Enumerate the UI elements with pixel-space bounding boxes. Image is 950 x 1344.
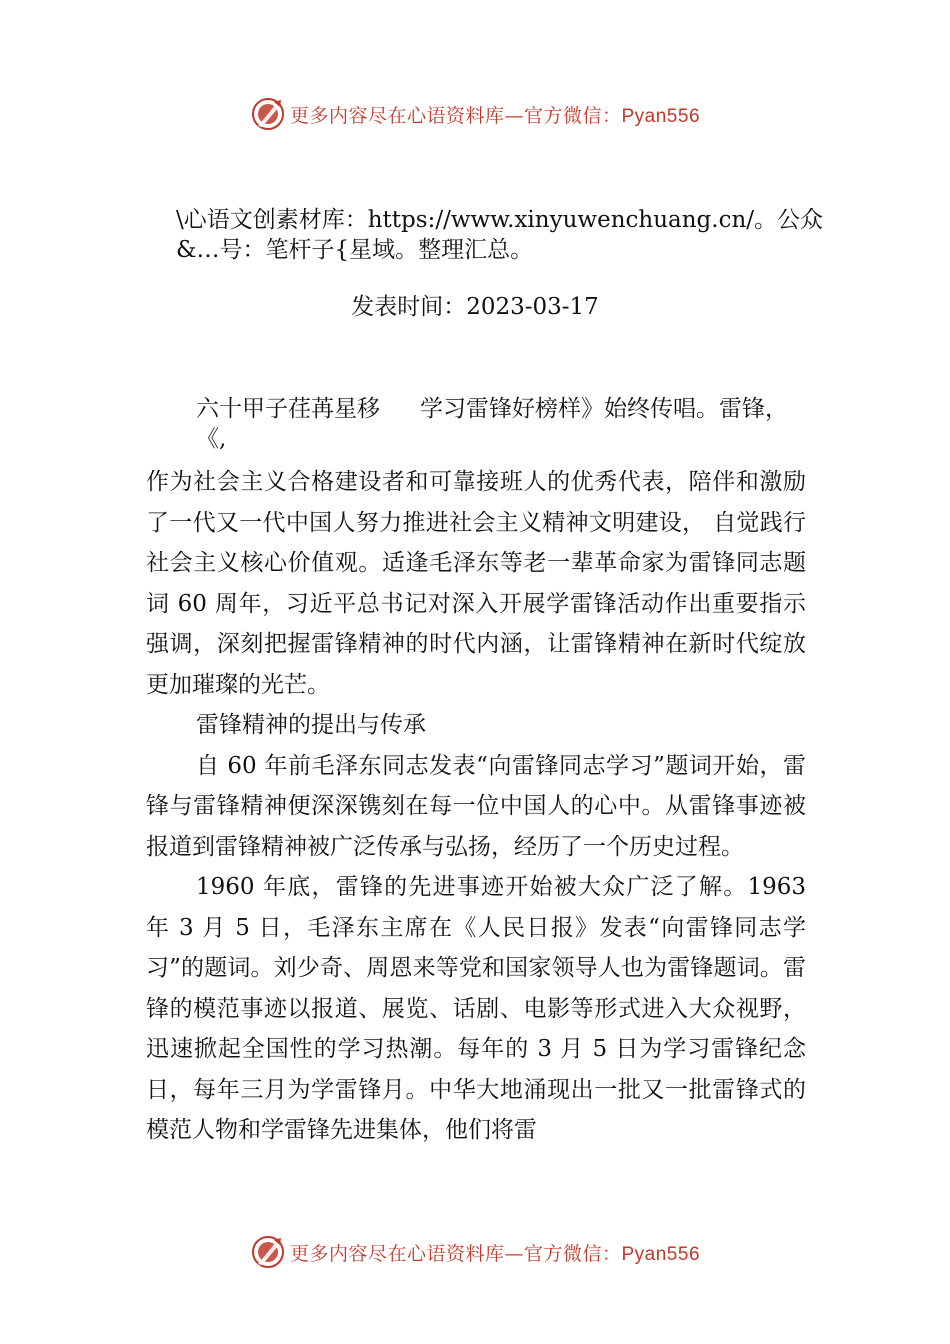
watermark-separator: — <box>504 1242 524 1265</box>
source-line: \心语文创素材库：https://www.xinyuwenchuang.cn/。公众&…号：笔杆子{星域。整理汇总。 <box>176 207 824 263</box>
section-heading: 雷锋精神的提出与传承 <box>196 712 426 738</box>
watermark-wechat-label: 官方微信： <box>523 104 622 127</box>
publish-date: 发表时间：2023-03-17 <box>351 294 599 320</box>
watermark-banner-bottom <box>0 1232 950 1272</box>
watermark-wechat-id: Pyan556 <box>621 1243 701 1265</box>
quill-circle-logo-icon <box>250 96 286 132</box>
watermark-text-bottom <box>290 1239 700 1266</box>
watermark-site-text: 更多内容尽在心语资料库 <box>289 104 505 127</box>
lead-fragment-b: 《, <box>196 426 227 452</box>
watermark-separator: — <box>504 104 524 127</box>
article-body <box>146 462 806 1151</box>
lead-fragment-c: 学习雷锋好榜样》始终传唱。雷锋， <box>420 396 788 422</box>
watermark-banner-top <box>0 94 950 134</box>
quill-circle-logo-icon <box>250 1234 286 1270</box>
paragraph-2: 自 60 年前毛泽东同志发表“向雷锋同志学习”题词开始，雷锋与雷锋精神便深深镌刻在每一位中国人的心中。从雷锋事迹被报道到雷锋精神被广泛传承与弘扬，经历了一个历史过程。 <box>146 752 806 860</box>
paragraph-1: 作为社会主义合格建设者和可靠接班人的优秀代表，陪伴和激励了一代又一代中国人努力推进社会主义精神文明建设， 自觉践行社会主义核心价值观。适逢毛泽东等老一辈革命家为雷锋同志题词 60 周年，习近平总书记对深入开展学雷锋活动作出重要指示强调，深刻把握雷锋精神的时代内涵，让雷锋精神在新时代绽放更加璀璨的光芒。 <box>146 469 806 698</box>
watermark-site-text: 更多内容尽在心语资料库 <box>289 1242 505 1265</box>
watermark-text <box>290 101 700 128</box>
watermark-wechat-id: Pyan556 <box>621 105 701 127</box>
watermark-wechat-label: 官方微信： <box>523 1242 622 1265</box>
paragraph-3: 1960 年底，雷锋的先进事迹开始被大众广泛了解。1963 年 3 月 5 日，毛泽东主席在《人民日报》发表“向雷锋同志学习”的题词。刘少奇、周恩来等党和国家领导人也为雷锋题词。雷锋的模范事迹以报道、展览、话剧、电影等形式进入大众视野，迅速掀起全国性的学习热潮。每年的 3 月 5 日为学习雷锋纪念日，每年三月为学雷锋月。中华大地涌现出一批又一批雷锋式的模范人物和学雷锋先进集体，他们将雷 <box>146 874 806 1143</box>
lead-fragment-a: 六十甲子荏苒星移 <box>196 396 380 422</box>
